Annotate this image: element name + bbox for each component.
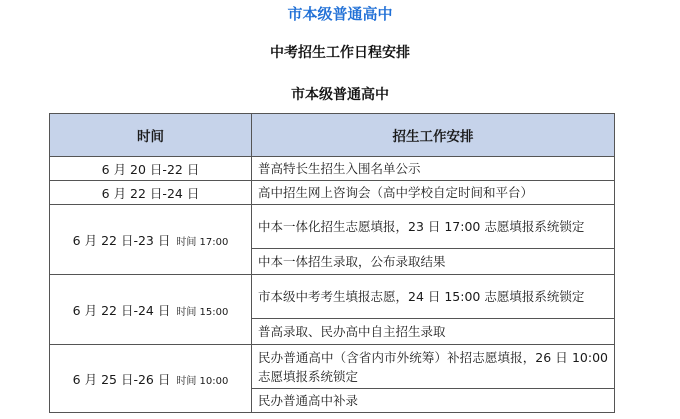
plan-cell: 普高录取、民办高中自主招生录取 <box>252 319 615 345</box>
time-note: 时间 10:00 <box>176 375 229 387</box>
time-note: 时间 17:00 <box>176 236 229 248</box>
table-header-row <box>50 114 615 157</box>
plan-cell: 市本级中考考生填报志愿，24 日 15:00 志愿填报系统锁定 <box>252 275 615 319</box>
time-cell <box>50 205 252 275</box>
plan-cell: 普高特长生招生入围名单公示 <box>252 157 615 181</box>
column-header-time: 时间 <box>50 114 252 157</box>
plan-cell: 民办普通高中补录 <box>252 389 615 413</box>
time-cell <box>50 275 252 345</box>
time-range: 6 月 22 日-24 日 <box>101 185 200 201</box>
plan-cell: 中本一体招生录取，公布录取结果 <box>252 249 615 275</box>
time-range: 6 月 22 日-23 日 <box>72 232 171 248</box>
time-cell <box>50 345 252 413</box>
schedule-table <box>49 113 615 413</box>
table-row <box>50 181 615 205</box>
column-header-plan: 招生工作安排 <box>252 114 615 157</box>
table-row <box>50 345 615 389</box>
table-row <box>50 157 615 181</box>
plan-cell: 高中招生网上咨询会（高中学校自定时间和平台） <box>252 181 615 205</box>
time-range: 6 月 20 日-22 日 <box>101 161 200 177</box>
document-subtitle: 市本级普通高中 <box>291 87 389 103</box>
time-cell <box>50 181 252 205</box>
document-title: 中考招生工作日程安排 <box>270 45 410 61</box>
time-cell <box>50 157 252 181</box>
table-row <box>50 205 615 249</box>
time-range: 6 月 22 日-24 日 <box>72 302 171 318</box>
time-note: 时间 15:00 <box>176 306 229 318</box>
plan-cell: 中本一体化招生志愿填报，23 日 17:00 志愿填报系统锁定 <box>252 205 615 249</box>
plan-cell: 民办普通高中（含省内市外统筹）补招志愿填报，26 日 10:00 志愿填报系统锁定 <box>252 345 615 389</box>
top-title: 市本级普通高中 <box>287 5 393 23</box>
table-row <box>50 275 615 319</box>
time-range: 6 月 25 日-26 日 <box>72 371 171 387</box>
